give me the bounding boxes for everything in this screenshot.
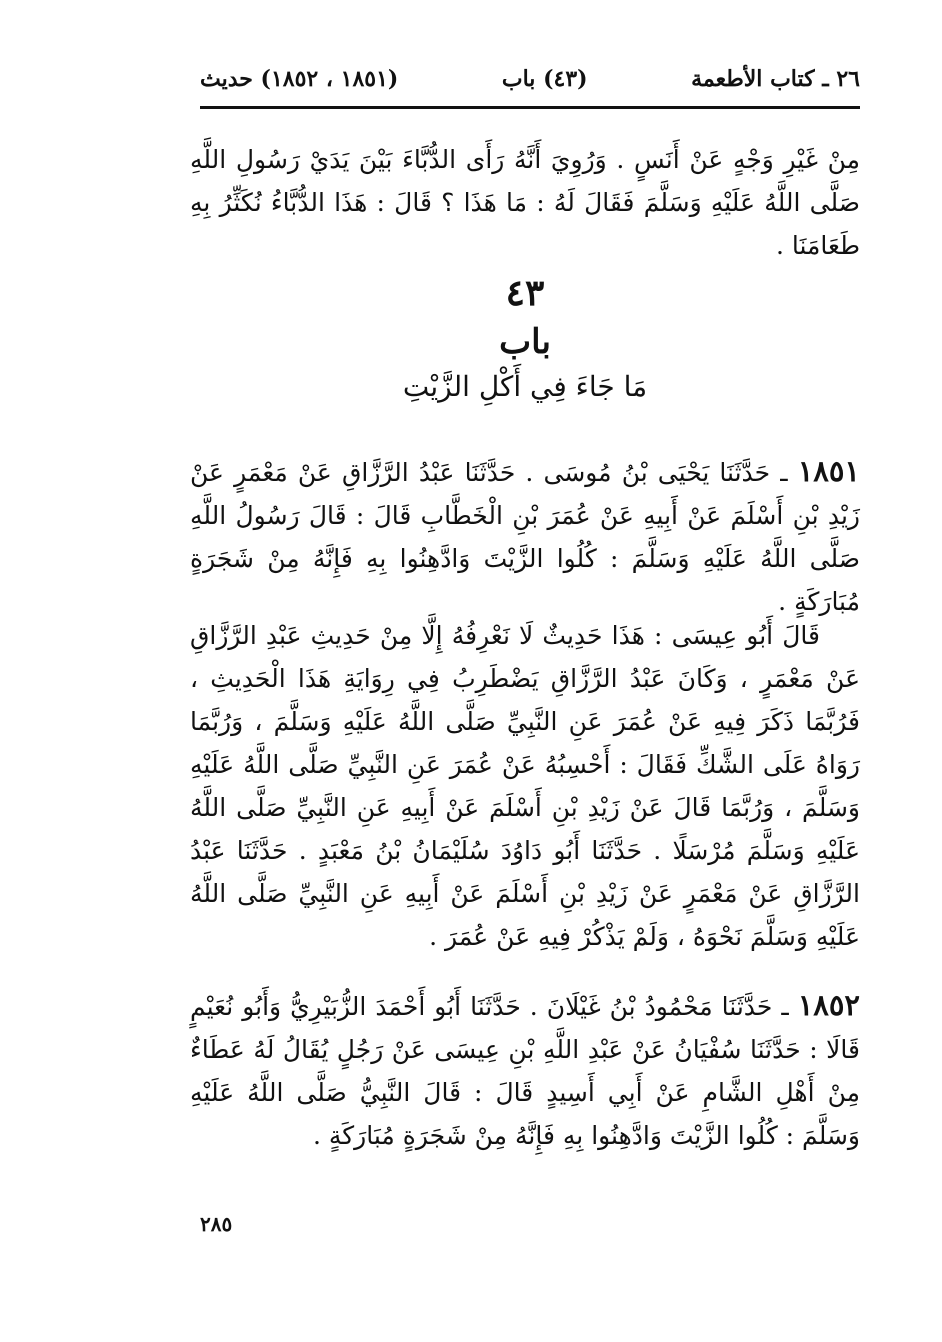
page-number: ٢٨٥ — [200, 1212, 233, 1236]
hadith-1852-paragraph — [190, 984, 860, 1157]
commentary-text: قَالَ أَبُو عِيسَى : هَذَا حَدِيثٌ لَا نَعْرِفُهُ إِلَّا مِنْ حَدِيثِ عَبْدِ الرَّزَّاقِ عَنْ مَعْمَرٍ ، وَكَانَ عَبْدُ الرَّزَّاقِ يَضْطَرِبُ فِي رِوَايَةِ هَذَا الْحَدِيثِ ، فَرُبَّمَا ذَكَرَ فِيهِ عَنْ عُمَرَ عَنِ النَّبِيِّ صَلَّى اللَّهُ عَلَيْهِ وَسَلَّمَ ، وَرُبَّمَا رَوَاهُ عَلَى الشَّكِّ فَقَالَ : أَحْسِبُهُ عَنْ عُمَرَ عَنِ النَّبِيِّ صَلَّى اللَّهُ عَلَيْهِ وَسَلَّمَ ، وَرُبَّمَا قَالَ عَنْ زَيْدِ بْنِ أَسْلَمَ عَنْ أَبِيهِ عَنِ النَّبِيِّ صَلَّى اللَّهُ عَلَيْهِ وَسَلَّمَ مُرْسَلًا . حَدَّثَنَا أَبُو دَاوُدَ سُلَيْمَانُ بْنُ مَعْبَدٍ . حَدَّثَنَا عَبْدُ الرَّزَّاقِ عَنْ مَعْمَرٍ عَنْ زَيْدِ بْنِ أَسْلَمَ عَنْ أَبِيهِ عَنِ النَّبِيِّ صَلَّى اللَّهُ عَلَيْهِ وَسَلَّمَ نَحْوَهُ ، وَلَمْ يَذْكُرْ فِيهِ عَنْ عُمَرَ . — [190, 621, 860, 951]
running-header — [200, 62, 860, 96]
hadith-1852-number: ١٨٥٢ — [797, 988, 860, 1022]
hadith-1851 — [190, 450, 860, 623]
hadith-1851-number: ١٨٥١ — [797, 454, 860, 488]
intro-paragraph — [190, 138, 860, 267]
hadith-1851-paragraph — [190, 450, 860, 623]
chapter-title: مَا جَاءَ فِي أَكْلِ الزَّيْتِ — [402, 370, 648, 403]
header-hadith-range: (١٨٥١ ، ١٨٥٢) حديث — [200, 66, 399, 92]
header-chapter: (٤٣) باب — [501, 66, 588, 92]
hadith-1851-text: ـ حَدَّثَنَا يَحْيَى بْنُ مُوسَى . حَدَّثَنَا عَبْدُ الرَّزَّاقِ عَنْ مَعْمَرٍ عَنْ زَيْدِ بْنِ أَسْلَمَ عَنْ أَبِيهِ عَنْ عُمَرَ بْنِ الْخَطَّابِ قَالَ : قَالَ رَسُولُ اللَّهِ صَلَّى اللَّهُ عَلَيْهِ وَسَلَّمَ : كُلُوا الزَّيْتَ وَادَّهِنُوا بِهِ فَإِنَّهُ مِنْ شَجَرَةٍ مُبَارَكَةٍ . — [190, 458, 860, 616]
hadith-1852-text: ـ حَدَّثَنَا مَحْمُودُ بْنُ غَيْلَانَ . حَدَّثَنَا أَبُو أَحْمَدَ الزُّبَيْرِيُّ وَأَبُو نُعَيْمٍ قَالَا : حَدَّثَنَا سُفْيَانُ عَنْ عَبْدِ اللَّهِ بْنِ عِيسَى عَنْ رَجُلٍ يُقَالُ لَهُ عَطَاءٌ مِنْ أَهْلِ الشَّامِ عَنْ أَبِي أَسِيدٍ قَالَ : قَالَ النَّبِيُّ صَلَّى اللَّهُ عَلَيْهِ وَسَلَّمَ : كُلُوا الزَّيْتَ وَادَّهِنُوا بِهِ فَإِنَّهُ مِنْ شَجَرَةٍ مُبَارَكَةٍ . — [190, 992, 860, 1150]
commentary-paragraph — [190, 614, 860, 958]
header-rule — [200, 106, 860, 109]
hadith-1852 — [190, 984, 860, 1157]
intro-text: مِنْ غَيْرِ وَجْهٍ عَنْ أَنَسٍ . وَرُوِيَ أَنَّهُ رَأَى الدُّبَّاءَ بَيْنَ يَدَيْ رَسُولِ اللَّهِ صَلَّى اللَّهُ عَلَيْهِ وَسَلَّمَ فَقَالَ لَهُ : مَا هَذَا ؟ قَالَ : هَذَا الدُّبَّاءُ نُكَثِّرُ بِهِ طَعَامَنَا . — [190, 145, 860, 260]
chapter-label: باب — [499, 322, 551, 362]
header-book-title: ٢٦ ـ كتاب الأطعمة — [691, 66, 860, 92]
chapter-number: ٤٣ — [505, 272, 545, 314]
